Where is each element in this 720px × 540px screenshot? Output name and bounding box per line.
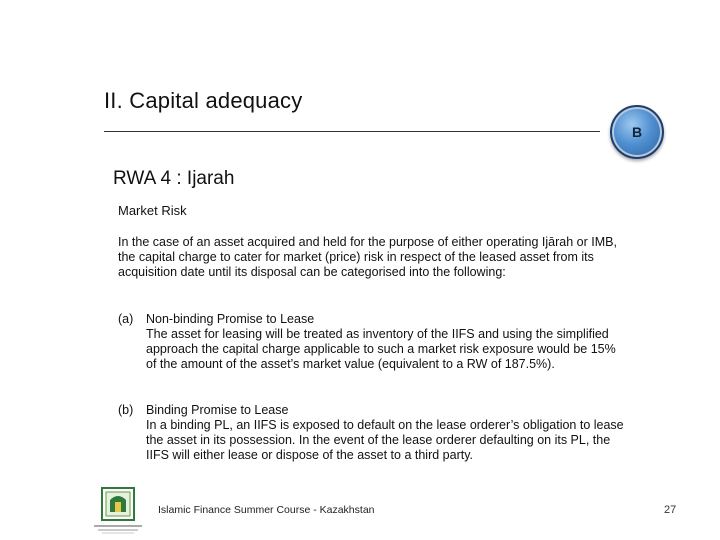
slide-subtitle: RWA 4 : Ijarah — [113, 168, 235, 189]
list-item-marker: (a) — [118, 312, 134, 326]
section-badge: B — [610, 105, 664, 159]
list-item-marker: (b) — [118, 403, 134, 417]
list-item — [118, 312, 628, 372]
list-item — [118, 403, 628, 463]
list-item-heading: Non-binding Promise to Lease — [146, 312, 315, 326]
intro-paragraph: In the case of an asset acquired and held for the purpose of either operating Ijārah or IMB, the capital charge to cater for market (price) risk in respect of the leased asset from its acquisition date until its disposal can be categorised into the following: — [118, 235, 617, 279]
list-item-body: In a binding PL, an IIFS is exposed to default on the lease orderer’s obligation to lease the asset in its possession. In the event of the lease orderer defaulting on its PL, the IIFS will either lease or dispose of the asset to a third party. — [146, 418, 624, 462]
page-number: 27 — [664, 504, 677, 516]
list-item-heading: Binding Promise to Lease — [146, 403, 289, 417]
title-divider — [104, 131, 600, 132]
section-heading: Market Risk — [118, 203, 187, 218]
slide-title: II. Capital adequacy — [104, 88, 303, 113]
footer-text: Islamic Finance Summer Course - Kazakhstan — [158, 504, 375, 516]
list-item-body: The asset for leasing will be treated as inventory of the IIFS and using the simplified approach the capital charge applicable to such a market risk exposure would be 15% of the amount of the asset’s market value (equivalent to a RW of 187.5%). — [146, 327, 616, 371]
institution-logo — [88, 484, 148, 536]
